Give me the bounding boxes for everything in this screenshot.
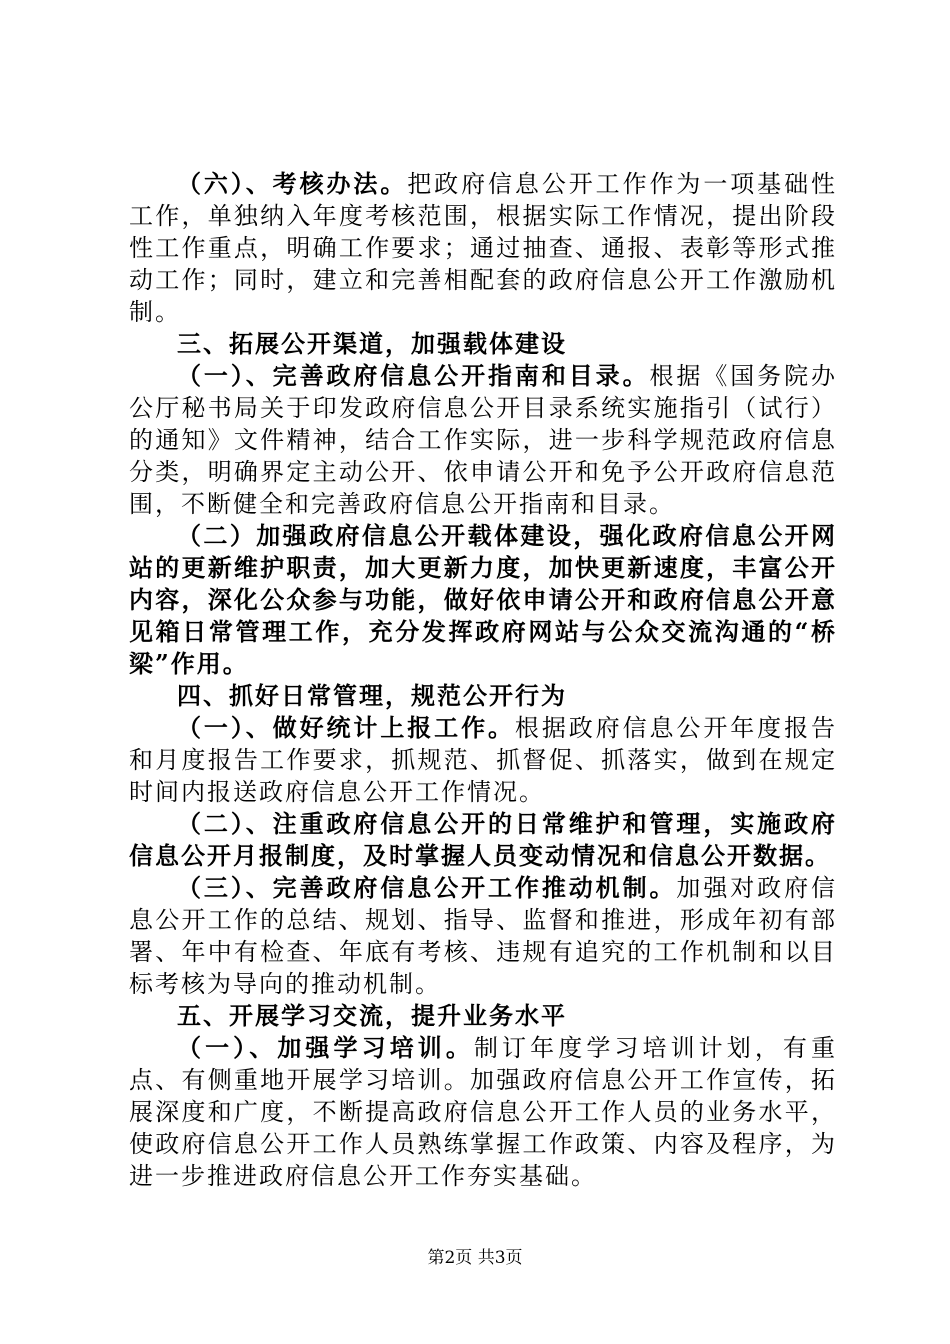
paragraph-lead: （一）、做好统计上报工作。 [177, 713, 515, 742]
section-heading-4: 四、抓好日常管理，规范公开行为 [177, 681, 567, 710]
paragraph-text: 根据《国务院办公厅秘书局关于印发政府信息公开目录系统实施指引（试行）的通知》文件精神，结合工作实际，进一步科学规范政府信息分类，明确界定主动公开、依申请公开和免予公开政府信息范围，不断健全和完善政府信息公开指南和目录。 [129, 362, 837, 518]
paragraph-lead: （三）、完善政府信息公开工作推动机制。 [177, 873, 677, 902]
paragraph-carrier-building [129, 520, 837, 680]
section-heading-5: 五、开展学习交流，提升业务水平 [177, 1001, 567, 1030]
page-indicator: 第2页 共3页 [427, 1248, 523, 1268]
paragraph-lead: （一）、完善政府信息公开指南和目录。 [177, 361, 650, 390]
paragraph-lead: （六）、考核办法。 [177, 169, 408, 198]
paragraph-guide-catalog [129, 360, 837, 520]
document-body [129, 168, 837, 1192]
paragraph-text: 加强对政府信息公开工作的总结、规划、指导、监督和推进，形成年初有部署、年中有检查、年底有考核、违规有追究的工作机制和以目标考核为导向的推动机制。 [129, 874, 838, 998]
paragraph-training [129, 1032, 837, 1192]
paragraph-statistics [129, 712, 837, 808]
paragraph-text: 把政府信息公开工作作为一项基础性工作，单独纳入年度考核范围，根据实际工作情况，提出阶段性工作重点，明确工作要求；通过抽查、通报、表彰等形式推动工作；同时，建立和完善相配套的政府信息公开工作激励机制。 [129, 170, 837, 326]
paragraph-lead: （二）、注重政府信息公开的日常维护和管理，实施政府信息公开月报制度，及时掌握人员变动情况和信息公开数据。 [129, 809, 837, 870]
paragraph-text: 根据政府信息公开年度报告和月度报告工作要求，抓规范、抓督促、抓落实，做到在规定时间内报送政府信息公开工作情况。 [129, 714, 838, 806]
paragraph-text: 制订年度学习培训计划，有重点、有侧重地开展学习培训。加强政府信息公开工作宣传，拓展深度和广度，不断提高政府信息公开工作人员的业务水平，使政府信息公开工作人员熟练掌握工作政策、内容及程序，为进一步推进政府信息公开工作夯实基础。 [129, 1034, 838, 1190]
paragraph-assessment [129, 168, 837, 328]
paragraph-lead: （二）加强政府信息公开载体建设，强化政府信息公开网站的更新维护职责，加大更新力度，加快更新速度，丰富公开内容，深化公众参与功能，做好依申请公开和政府信息公开意见箱日常管理工作，充分发挥政府网站与公众交流沟通的“桥梁”作用。 [129, 521, 837, 678]
paragraph-mechanism [129, 872, 837, 1000]
paragraph-daily-maintenance [129, 808, 837, 872]
paragraph-lead: （一）、加强学习培训。 [177, 1033, 474, 1062]
page-footer [0, 1243, 950, 1268]
section-heading-3: 三、拓展公开渠道，加强载体建设 [177, 329, 567, 358]
